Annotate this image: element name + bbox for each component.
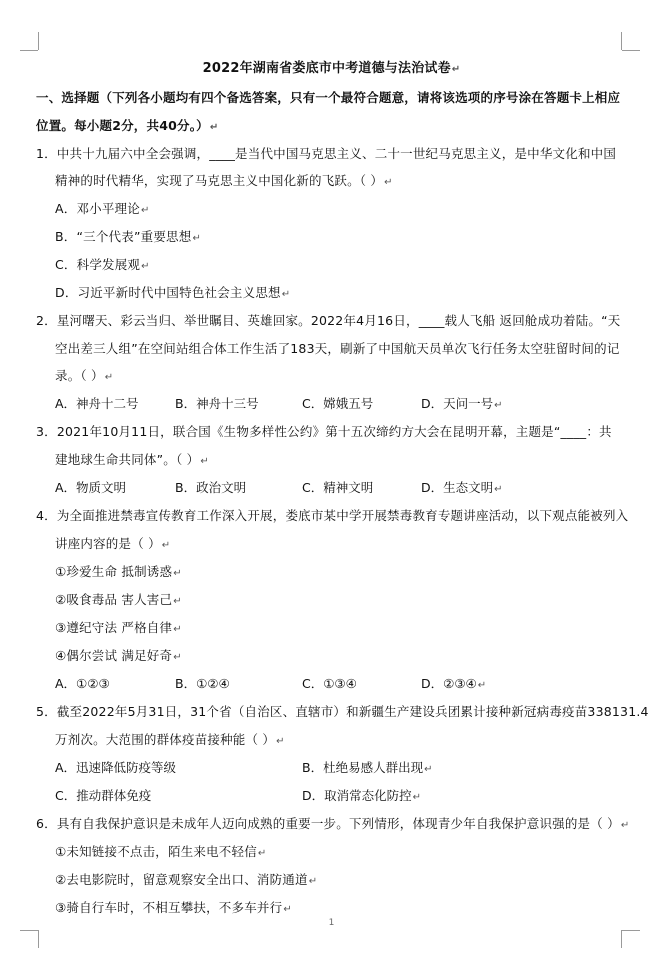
question-2-option-c: C．嫦娥五号 <box>302 396 374 411</box>
question-4-item-2: ②吸食毒品 害人害己↵ <box>55 592 182 607</box>
question-3-option-a: A．物质文明 <box>55 480 127 495</box>
question-5-option-d: D．取消常态化防控↵ <box>302 788 422 803</box>
question-6-item-1: ①未知链接不点击，陌生来电不轻信↵ <box>55 844 267 859</box>
question-4-option-d: D．②③④↵ <box>421 676 487 691</box>
question-6-stem: 6．具有自我保护意识是未成年人迈向成熟的重要一步。下列情形，体现青少年自我保护意识强的是（ ）↵ <box>36 816 630 831</box>
crop-mark-bottom-left <box>38 930 39 948</box>
question-2-stem-cont: 空出差三人组”在空间站组合体工作生活了183天，刷新了中国航天员单次飞行任务太空驻留时间的记 <box>55 341 620 356</box>
question-6-item-3: ③骑自行车时，不相互攀扶，不多车并行↵ <box>55 900 292 915</box>
question-1-option-d: D．习近平新时代中国特色社会主义思想↵ <box>55 285 291 300</box>
question-4-item-3: ③遵纪守法 严格自律↵ <box>55 620 182 635</box>
question-4-item-1: ①珍爱生命 抵制诱惑↵ <box>55 564 182 579</box>
question-3-option-d: D．生态文明↵ <box>421 480 503 495</box>
question-5-option-a: A．迅速降低防疫等级 <box>55 760 177 775</box>
question-5-option-c: C．推动群体免疫 <box>55 788 152 803</box>
question-5-stem-cont: 万剂次。大范围的群体疫苗接种能（ ）↵ <box>55 732 285 747</box>
crop-mark-top-left <box>20 50 38 51</box>
question-5-stem: 5．截至2022年5月31日，31个省（自治区、直辖市）和新疆生产建设兵团累计接种新冠病毒疫苗338131.4 <box>36 704 649 719</box>
question-1-option-c: C．科学发展观↵ <box>55 257 150 272</box>
crop-mark-bottom-right <box>621 930 622 948</box>
crop-mark-top-left <box>38 32 39 50</box>
crop-mark-top-right <box>622 50 640 51</box>
question-3-stem: 3．2021年10月11日，联合国《生物多样性公约》第十五次缔约方大会在昆明开幕，主题是“____：共 <box>36 424 612 439</box>
question-3-option-b: B．政治文明 <box>175 480 247 495</box>
question-1-option-b: B．“三个代表”重要思想↵ <box>55 229 202 244</box>
question-1-option-a: A．邓小平理论↵ <box>55 201 150 216</box>
question-2-stem-end: 录。（ ）↵ <box>55 368 114 383</box>
question-4-stem-cont: 讲座内容的是（ ）↵ <box>55 536 171 551</box>
question-4-option-a: A．①②③ <box>55 676 110 691</box>
question-2-option-d: D．天问一号↵ <box>421 396 503 411</box>
question-1-stem: 1．中共十九届六中全会强调，____是当代中国马克思主义、二十一世纪马克思主义，是中华文化和中国 <box>36 146 617 161</box>
question-3-option-c: C．精神文明 <box>302 480 374 495</box>
question-4-option-c: C．①③④ <box>302 676 357 691</box>
section-header-line-2: 位置。每小题2分，共40分。）↵ <box>36 118 219 133</box>
question-2-option-b: B．神舟十三号 <box>175 396 259 411</box>
question-2-stem: 2．星河曙天、彩云当归、举世瞩目、英雄回家。2022年4月16日，____载人飞船 返回舱成功着陆。“天 <box>36 313 621 328</box>
question-4-stem: 4．为全面推进禁毒宣传教育工作深入开展，娄底市某中学开展禁毒教育专题讲座活动，以下观点能被列入 <box>36 508 629 523</box>
question-1-stem-cont: 精神的时代精华，实现了马克思主义中国化新的飞跃。（ ）↵ <box>55 173 393 188</box>
crop-mark-bottom-right <box>622 930 640 931</box>
section-header-line-1: 一、选择题（下列各小题均有四个备选答案，只有一个最符合题意，请将该选项的序号涂在答题卡上相应 <box>36 90 621 105</box>
page-number: 1 <box>328 918 335 928</box>
exam-title: 2022年湖南省娄底市中考道德与法治试卷↵ <box>202 61 461 76</box>
question-2-option-a: A．神舟十二号 <box>55 396 139 411</box>
crop-mark-bottom-left <box>20 930 38 931</box>
question-5-option-b: B．杜绝易感人群出现↵ <box>302 760 433 775</box>
question-6-item-2: ②去电影院时，留意观察安全出口、消防通道↵ <box>55 872 318 887</box>
question-3-stem-cont: 建地球生命共同体”。（ ）↵ <box>55 452 209 467</box>
crop-mark-top-right <box>621 32 622 50</box>
question-4-item-4: ④偶尔尝试 满足好奇↵ <box>55 648 182 663</box>
question-4-option-b: B．①②④ <box>175 676 230 691</box>
